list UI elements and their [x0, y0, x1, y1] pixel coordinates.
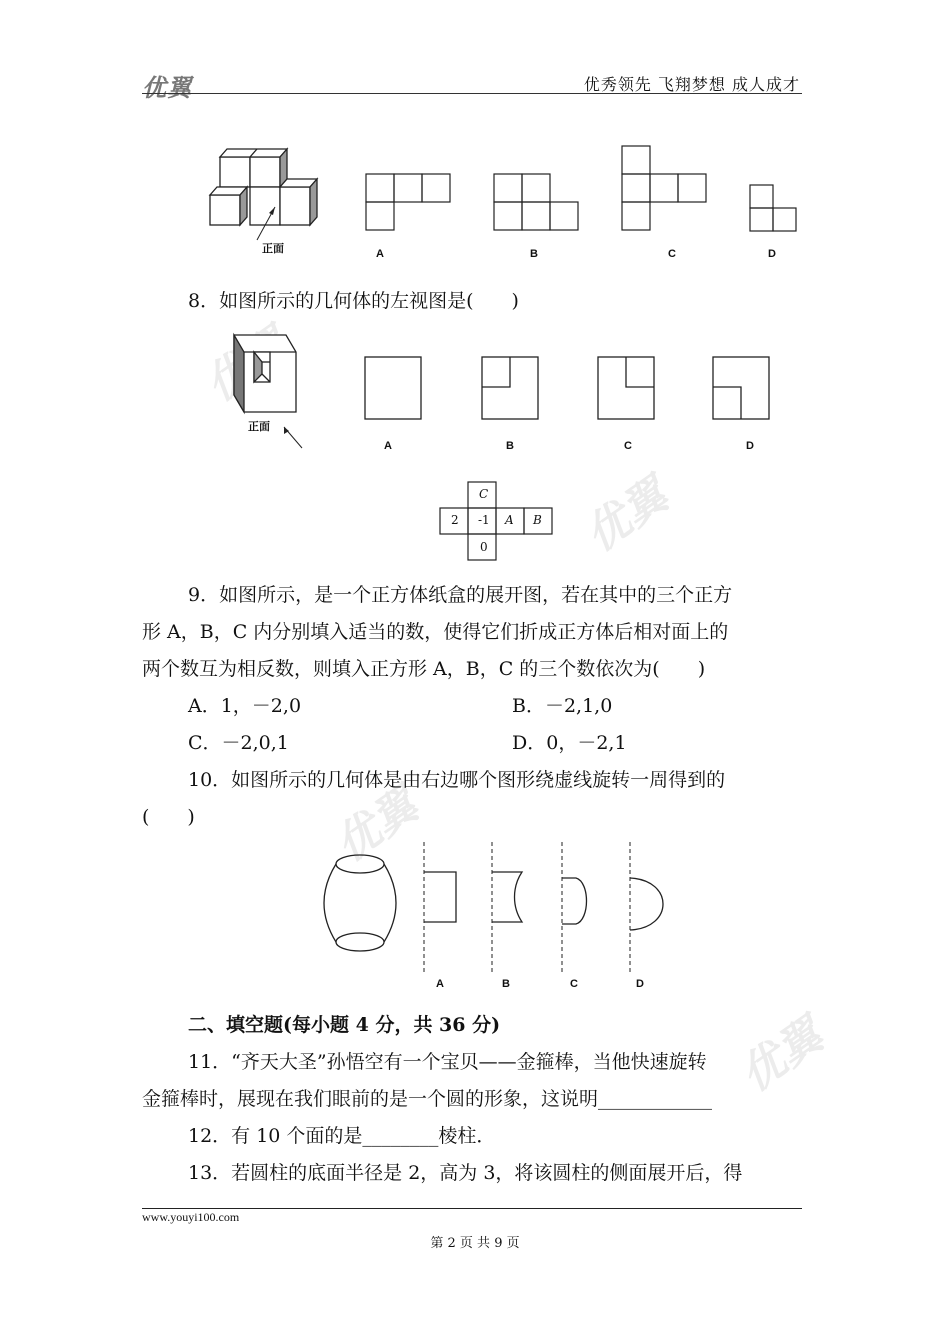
watermark: 优翼 [730, 1009, 833, 1102]
fig10-option-b-shape [486, 842, 536, 982]
fig8-option-label: D [746, 440, 754, 452]
watermark: 优翼 [325, 779, 428, 872]
fig7-solid [205, 145, 325, 255]
fig7-option-b-view [494, 174, 584, 234]
question-9-line: 形 A，B，C 内分别填入适当的数，使得它们折成正方体后相对面上的 [142, 621, 729, 643]
footer-divider [142, 1208, 802, 1209]
fig10-option-label: A [436, 978, 444, 990]
fig8-option-b-view [482, 357, 542, 427]
header-slogan: 优秀领先 飞翔梦想 成人成才 [583, 75, 800, 94]
net-cell: B [533, 513, 542, 527]
fig7-option-c-view [622, 146, 712, 236]
fig8-option-label: A [384, 440, 392, 452]
cube-net [440, 482, 560, 572]
fig8-solid [226, 330, 316, 450]
net-cell-bottom: 0 [480, 540, 488, 554]
question-9-line: 9．如图所示，是一个正方体纸盒的展开图，若在其中的三个正方 [188, 584, 733, 606]
fig10-barrel-solid [320, 850, 400, 970]
fig10-option-label: D [636, 978, 644, 990]
fig10-option-c-shape [556, 842, 606, 982]
question-9-option-c: C．－2,0,1 [188, 732, 289, 754]
fig10-option-d-shape [624, 842, 684, 982]
fig8-option-label: B [506, 440, 514, 452]
question-9-option-a: A．1，－2,0 [188, 695, 302, 717]
fig7-front-label: 正面 [262, 243, 284, 255]
question-12: 12．有 10 个面的是________棱柱． [188, 1125, 496, 1147]
watermark: 优翼 [575, 469, 678, 562]
fig8-option-label: C [624, 440, 632, 452]
logo: 优翼 [142, 74, 192, 102]
question-11-line: 金箍棒时，展现在我们眼前的是一个圆的形象，这说明____________ [142, 1088, 713, 1110]
question-10-line: ( ) [142, 806, 195, 828]
question-8: 8．如图所示的几何体的左视图是( ) [188, 290, 519, 312]
question-9-line: 两个数互为相反数，则填入正方形 A，B，C 的三个数依次为( ) [142, 658, 706, 680]
fig7-option-a-view [366, 174, 456, 234]
fig8-option-a-view [365, 357, 425, 427]
fig7-option-label: C [668, 248, 676, 260]
question-11-line: 11．“齐天大圣”孙悟空有一个宝贝——金箍棒，当他快速旋转 [188, 1051, 707, 1073]
fig10-option-label: C [570, 978, 578, 990]
fig7-option-label: A [376, 248, 384, 260]
section-title: 二、填空题(每小题 4 分，共 36 分) [188, 1014, 501, 1036]
question-10-line: 10．如图所示的几何体是由右边哪个图形绕虚线旋转一周得到的 [188, 769, 726, 791]
fig7-option-label: B [530, 248, 538, 260]
page-number: 第 2 页 共 9 页 [430, 1236, 520, 1251]
question-9-option-d: D．0，－2,1 [512, 732, 627, 754]
fig10-option-label: B [502, 978, 510, 990]
net-cell: -1 [478, 513, 490, 527]
fig8-option-c-view [598, 357, 658, 427]
net-cell-top: C [479, 487, 489, 501]
footer-url[interactable]: www.youyi100.com [142, 1210, 240, 1224]
question-9-option-b: B．－2,1,0 [512, 695, 613, 717]
header-divider [142, 93, 802, 94]
fig7-option-label: D [768, 248, 776, 260]
fig7-option-d-view [750, 185, 810, 245]
net-cell: A [505, 513, 514, 527]
fig8-front-label: 正面 [248, 421, 270, 433]
net-cell: 2 [451, 513, 459, 527]
fig8-option-d-view [713, 357, 773, 427]
fig10-option-a-shape [418, 842, 468, 982]
question-13: 13．若圆柱的底面半径是 2，高为 3，将该圆柱的侧面展开后，得 [188, 1162, 743, 1184]
